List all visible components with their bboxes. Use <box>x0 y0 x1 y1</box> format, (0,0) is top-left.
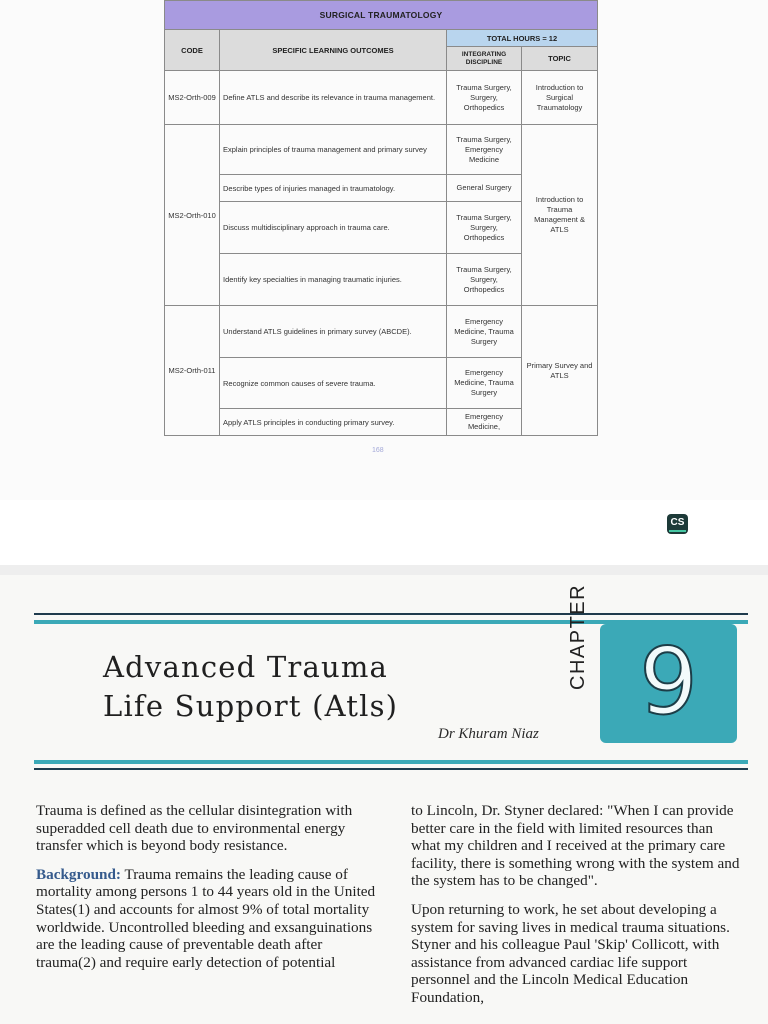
body-paragraph <box>36 866 378 972</box>
outcome-cell: Understand ATLS guidelines in primary survey (ABCDE). <box>220 306 447 358</box>
outcome-cell: Apply ATLS principles in conducting primary survey. <box>220 409 447 436</box>
body-paragraph: Upon returning to work, he set about developing a system for saving lives in medical trauma situations. Styner and his colleague Paul 'Skip' Collicott, with assistance from advanced cardiac life support personnel and the Lincoln Medical Education Foundation, <box>411 900 730 1006</box>
body-column-left <box>36 802 378 982</box>
footer-rule-dark <box>34 768 748 770</box>
outcome-cell: Recognize common causes of severe trauma. <box>220 358 447 409</box>
discipline-cell: Emergency Medicine, <box>447 409 522 436</box>
discipline-cell: Emergency Medicine, Trauma Surgery <box>447 306 522 358</box>
table-row <box>165 125 598 175</box>
discipline-cell: Emergency Medicine, Trauma Surgery <box>447 358 522 409</box>
header-rule-dark <box>34 613 748 615</box>
camscanner-logo-icon: CS <box>667 514 688 534</box>
outcome-cell: Explain principles of trauma management and primary survey <box>220 125 447 175</box>
chapter-number: 9 <box>639 628 698 735</box>
chapter-title-line-2: Life Support (Atls) <box>103 689 399 723</box>
page-number: 168 <box>372 447 384 454</box>
header-outcomes: SPECIFIC LEARNING OUTCOMES <box>220 30 447 71</box>
background-text: Trauma remains the leading cause of mortality among persons 1 to 44 years old in the United States(1) and accounts for almost 9% of total mortality worldwide. Uncontrolled bleeding and exsanguinations are the leading cause of preventable death after trauma(2) and require early detection of potential <box>36 865 376 971</box>
chapter-author: Dr Khuram Niaz <box>438 726 539 742</box>
topic-cell: Introduction to Surgical Traumatology <box>522 71 598 125</box>
topic-cell: Introduction to Trauma Management & ATLS <box>522 125 598 306</box>
outcome-cell: Define ATLS and describe its relevance in trauma management. <box>220 71 447 125</box>
body-paragraph: to Lincoln, Dr. Styner declared: "When I can provide better care in the field with limited resources than what my children and I received at the primary care facility, there is something wrong with the system and the system has to be changed". <box>411 802 740 890</box>
discipline-cell: Trauma Surgery, Surgery, Orthopedics <box>447 202 522 254</box>
body-column-right <box>411 802 746 1018</box>
chapter-title-line-1: Advanced Trauma <box>103 650 389 684</box>
footer-rule-teal <box>34 760 748 764</box>
discipline-cell: Trauma Surgery, Emergency Medicine <box>447 125 522 175</box>
page-gutter <box>0 565 768 575</box>
chapter-label: CHAPTER <box>567 583 589 690</box>
topic-cell: Primary Survey and ATLS <box>522 306 598 436</box>
background-label: Background: <box>36 865 121 883</box>
table-row <box>165 71 598 125</box>
chapter-page <box>0 575 768 1024</box>
code-cell: MS2-Orth-011 <box>165 306 220 436</box>
header-integrating-discipline: INTEGRATING DISCIPLINE <box>447 47 522 71</box>
discipline-cell: Trauma Surgery, Surgery, Orthopedics <box>447 71 522 125</box>
table-row <box>165 306 598 358</box>
table-title: SURGICAL TRAUMATOLOGY <box>165 1 598 30</box>
code-cell: MS2-Orth-010 <box>165 125 220 306</box>
chapter-title <box>103 648 523 726</box>
outcome-cell: Describe types of injuries managed in traumatology. <box>220 175 447 202</box>
header-code: CODE <box>165 30 220 71</box>
scanned-table-page <box>0 0 768 500</box>
code-cell: MS2-Orth-009 <box>165 71 220 125</box>
body-paragraph: Trauma is defined as the cellular disintegration with superadded cell death due to environmental energy transfer which is beyond body resistance. <box>36 802 353 855</box>
discipline-cell: General Surgery <box>447 175 522 202</box>
curriculum-table-wrapper <box>164 0 597 436</box>
curriculum-table <box>164 0 598 436</box>
outcome-cell: Discuss multidisciplinary approach in trauma care. <box>220 202 447 254</box>
outcome-cell: Identify key specialties in managing traumatic injuries. <box>220 254 447 306</box>
header-total-hours: TOTAL HOURS = 12 <box>447 30 598 47</box>
chapter-number-box <box>600 624 737 743</box>
discipline-cell: Trauma Surgery, Surgery, Orthopedics <box>447 254 522 306</box>
header-topic: TOPIC <box>522 47 598 71</box>
